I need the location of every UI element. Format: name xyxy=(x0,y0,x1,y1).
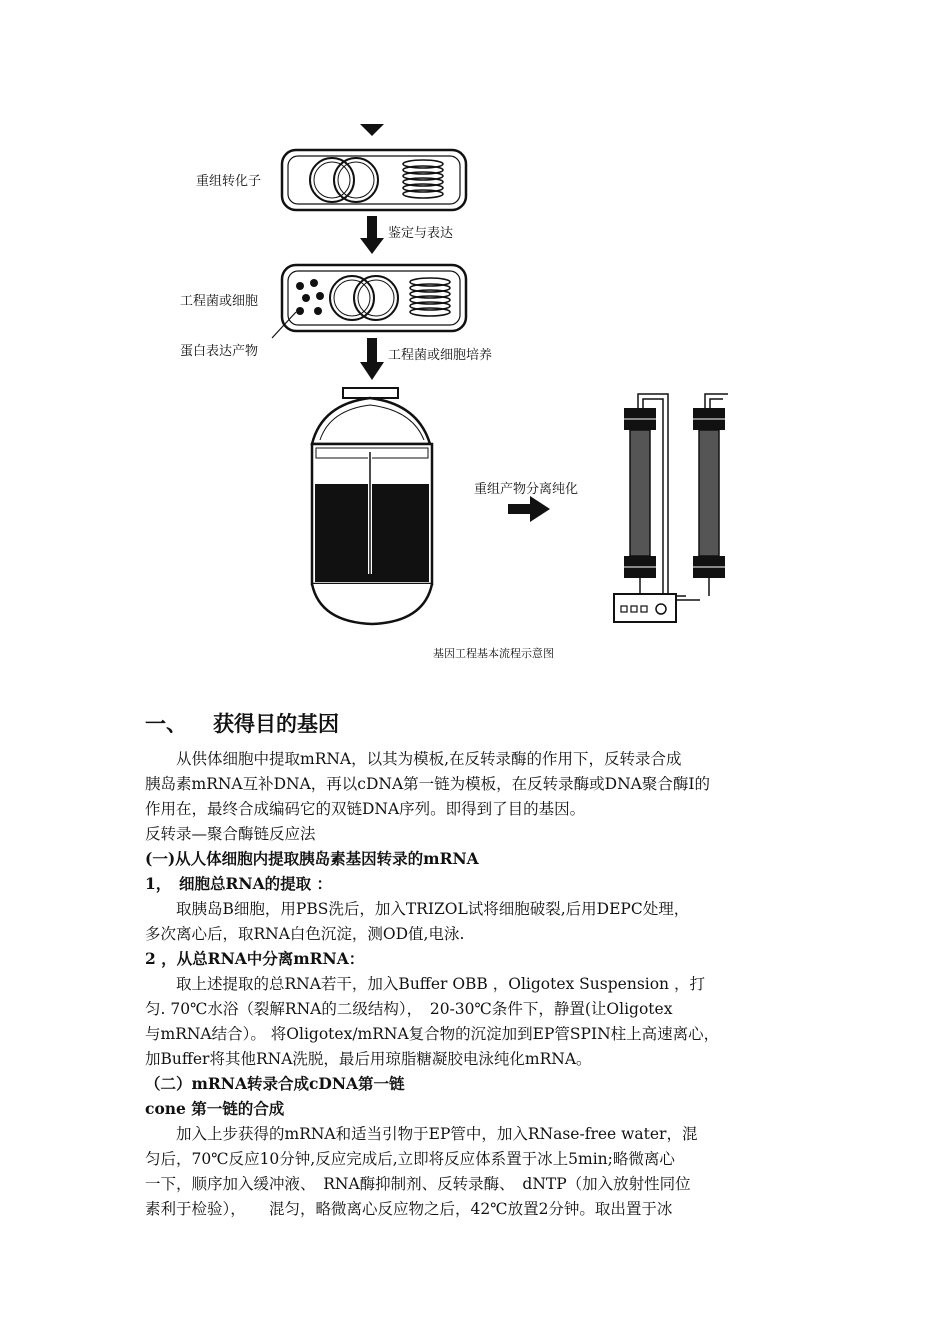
body-line: 加入上步获得的mRNA和适当引物于EP管中，加入RNase-free water，混 xyxy=(145,1125,698,1143)
body-line: 多次离心后，取RNA白色沉淀，测OD值,电泳. xyxy=(145,925,465,943)
label-identify-express: 鉴定与表达 xyxy=(388,226,454,241)
body-line: 作用在，最终合成编码它的双链DNA序列。即得到了目的基因。 xyxy=(145,800,586,818)
protein-dots xyxy=(296,279,324,315)
coil-icon xyxy=(403,160,443,198)
body-line: 反转录—聚合酶链反应法 xyxy=(145,825,316,843)
arrow-down-identify xyxy=(360,216,384,254)
coil-icon xyxy=(410,278,450,316)
arrow-down-top xyxy=(360,124,384,136)
arrow-right-purify xyxy=(508,496,550,522)
transformant-box xyxy=(282,150,466,210)
label-recombinant-transformant: 重组转化子 xyxy=(196,174,262,189)
body-line: 从供体细胞中提取mRNA，以其为模板,在反转录酶的作用下，反转录合成 xyxy=(145,750,682,768)
subheading: 1， 细胞总RNA的提取 ： xyxy=(145,874,333,893)
section-heading xyxy=(145,708,339,738)
body-line: 取胰岛B细胞，用PBS洗后，加入TRIZOL试将细胞破裂,后用DEPC处理， xyxy=(145,900,690,918)
body-line: 加Buffer将其他RNA洗脱，最后用琼脂糖凝胶电泳纯化mRNA。 xyxy=(145,1050,592,1068)
subheading: (一)从人体细胞内提取胰岛素基因转录的mRNA xyxy=(145,849,479,868)
body-line: 与mRNA结合）。 将Oligotex/mRNA复合物的沉淀加到EP管SPIN柱上高速离心， xyxy=(145,1025,720,1043)
subheading: （二）mRNA转录合成cDNA第一链 xyxy=(145,1074,405,1093)
label-purify: 重组产物分离纯化 xyxy=(474,482,579,497)
body-line: 匀. 70℃水浴（裂解RNA的二级结构）， 20-30℃条件下，静置(让Oligotex xyxy=(145,1000,673,1018)
body-line: 素利于检验）， 混匀，略微离心反应物之后，42℃放置2分钟。取出置于冰 xyxy=(145,1200,673,1218)
fermenter-vessel xyxy=(312,388,432,624)
arrow-down-culture xyxy=(360,338,384,380)
body-line: 一下，顺序加入缓冲液、 RNA酶抑制剂、反转录酶、 dNTP（加入放射性同位 xyxy=(145,1175,691,1193)
label-engineered-cells: 工程菌或细胞 xyxy=(180,294,259,309)
label-culture: 工程菌或细胞培养 xyxy=(388,348,493,363)
body-line: 匀后，70℃反应10分钟,反应完成后,立即将反应体系置于冰上5min;略微离心 xyxy=(145,1150,675,1168)
body-line: 胰岛素mRNA互补DNA，再以cDNA第一链为模板，在反转录酶或DNA聚合酶Ⅰ的 xyxy=(145,775,710,793)
chromatography-columns xyxy=(614,394,728,622)
section-title: 获得目的基因 xyxy=(213,711,339,736)
section-number: 一、 xyxy=(145,711,187,736)
body-line: 取上述提取的总RNA若干，加入Buffer OBB ，Oligotex Suspension ，打 xyxy=(145,975,705,993)
label-protein-product: 蛋白表达产物 xyxy=(180,344,259,359)
figure-caption: 基因工程基本流程示意图 xyxy=(433,647,554,660)
subheading: cone 第一链的合成 xyxy=(145,1099,285,1118)
engineered-cell-box xyxy=(282,265,466,331)
subheading: 2 ，从总RNA中分离mRNA： xyxy=(145,949,365,968)
